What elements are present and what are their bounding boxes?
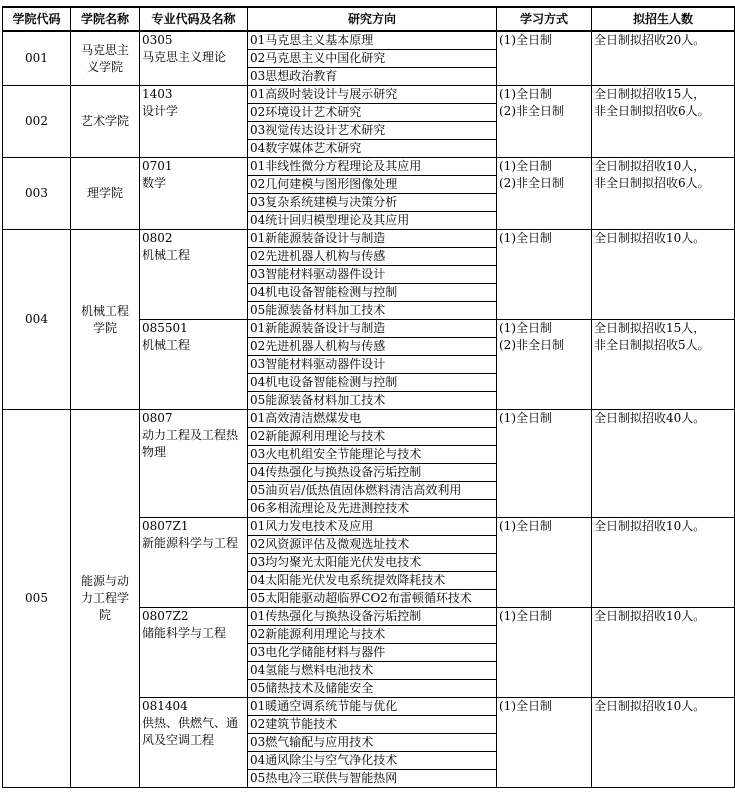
- college-name: [71, 158, 140, 230]
- study-mode: [497, 698, 592, 788]
- research-direction: 05太阳能驱动超临界CO2布雷顿循环技术: [248, 590, 497, 608]
- major-cell: [140, 410, 248, 518]
- study-mode: [497, 320, 592, 410]
- major-name: 风及空调工程: [142, 733, 215, 747]
- header-study-mode: 学习方式: [497, 7, 592, 31]
- college-name-line: 学院: [92, 320, 117, 335]
- quota: [592, 608, 735, 698]
- major-cell: [140, 608, 248, 698]
- table-row: [3, 230, 735, 248]
- header-quota: 拟招生人数: [592, 7, 735, 31]
- major-name: 数学: [142, 176, 167, 190]
- quota-line: 全日制拟招收40人。: [594, 411, 706, 425]
- study-mode-line: (1)全日制: [499, 411, 552, 425]
- major-cell: [140, 698, 248, 788]
- study-mode-line: (2)非全日制: [499, 176, 564, 190]
- research-direction: 04机电设备智能检测与控制: [248, 374, 497, 392]
- college-name: [71, 230, 140, 410]
- research-direction: 05能源装备材料加工技术: [248, 392, 497, 410]
- study-mode-line: (1)全日制: [499, 33, 552, 47]
- header-college-name: 学院名称: [71, 7, 140, 31]
- quota-line: 非全日制拟招收5人。: [594, 338, 710, 352]
- major-name: 设计学: [142, 104, 179, 118]
- research-direction: 03视觉传达设计艺术研究: [248, 122, 497, 140]
- research-direction: 04太阳能光伏发电系统提效降耗技术: [248, 572, 497, 590]
- research-direction: 04传热强化与换热设备污垢控制: [248, 464, 497, 482]
- study-mode: [497, 158, 592, 230]
- research-direction: 02几何建模与图形图像处理: [248, 176, 497, 194]
- research-direction: 02先进机器人机构与传感: [248, 338, 497, 356]
- research-direction: 01暖通空调系统节能与优化: [248, 698, 497, 716]
- major-cell: [140, 31, 248, 86]
- research-direction: 01风力发电技术及应用: [248, 518, 497, 536]
- major-name: 供热、供燃气、通: [142, 716, 239, 730]
- major-cell: [140, 230, 248, 320]
- quota-line: 非全日制拟招收6人。: [594, 104, 710, 118]
- quota: [592, 230, 735, 320]
- major-name: 机械工程: [142, 338, 191, 352]
- admissions-table: [2, 6, 735, 788]
- table-row: [3, 31, 735, 50]
- research-direction: 01新能源装备设计与制造: [248, 230, 497, 248]
- quota-line: 全日制拟招收20人。: [594, 33, 706, 47]
- major-name: 新能源科学与工程: [142, 536, 239, 550]
- college-name: [71, 410, 140, 788]
- major-cell: [140, 320, 248, 410]
- research-direction: 04通风除尘与空气净化技术: [248, 752, 497, 770]
- college-name-line: 机械工程: [80, 303, 129, 318]
- major-name: 马克思主义理论: [142, 50, 227, 64]
- quota-line: 全日制拟招收10人。: [594, 231, 706, 245]
- major-code: 0807Z1: [142, 519, 189, 533]
- research-direction: 05热电冷三联供与智能热网: [248, 770, 497, 788]
- major-cell: [140, 518, 248, 608]
- college-code: 004: [3, 230, 71, 410]
- college-name-line: 理学院: [86, 186, 123, 200]
- quota: [592, 158, 735, 230]
- research-direction: 03均匀聚光太阳能光伏发电技术: [248, 554, 497, 572]
- research-direction: 03火电机组安全节能理论与技术: [248, 446, 497, 464]
- quota-line: 非全日制拟招收6人。: [594, 176, 710, 190]
- major-name: 物理: [142, 445, 167, 459]
- quota-line: 全日制拟招收10人，: [594, 159, 706, 173]
- research-direction: 04数字媒体艺术研究: [248, 140, 497, 158]
- study-mode-line: (1)全日制: [499, 519, 552, 533]
- research-direction: 01新能源装备设计与制造: [248, 320, 497, 338]
- research-direction: 02环境设计艺术研究: [248, 104, 497, 122]
- study-mode-line: (1)全日制: [499, 699, 552, 713]
- study-mode: [497, 86, 592, 158]
- study-mode: [497, 608, 592, 698]
- major-name: 储能科学与工程: [142, 626, 227, 640]
- study-mode-line: (1)全日制: [499, 159, 552, 173]
- quota: [592, 518, 735, 608]
- major-code: 0802: [142, 231, 173, 245]
- research-direction: 03复杂系统建模与决策分析: [248, 194, 497, 212]
- table-row: [3, 86, 735, 104]
- study-mode: [497, 31, 592, 86]
- college-name: [71, 31, 140, 86]
- quota: [592, 410, 735, 518]
- research-direction: 02先进机器人机构与传感: [248, 248, 497, 266]
- header-direction: 研究方向: [248, 7, 497, 31]
- college-name-line: 马克思主: [80, 42, 129, 57]
- research-direction: 02新能源利用理论与技术: [248, 428, 497, 446]
- study-mode: [497, 518, 592, 608]
- research-direction: 04氢能与燃料电池技术: [248, 662, 497, 680]
- college-code: 003: [3, 158, 71, 230]
- quota-line: 全日制拟招收15人，: [594, 321, 706, 335]
- research-direction: 06多相流理论及先进测控技术: [248, 500, 497, 518]
- major-code: 1403: [142, 87, 173, 101]
- research-direction: 05油页岩/低热值固体燃料清洁高效利用: [248, 482, 497, 500]
- research-direction: 01非线性微分方程理论及其应用: [248, 158, 497, 176]
- research-direction: 03思想政治教育: [248, 68, 497, 86]
- quota: [592, 31, 735, 86]
- college-name: [71, 86, 140, 158]
- college-name-line: 能源与动: [80, 574, 129, 588]
- college-code: 001: [3, 31, 71, 86]
- research-direction: 01马克思主义基本原理: [248, 31, 497, 50]
- header-major: 专业代码及名称: [140, 7, 248, 31]
- study-mode-line: (1)全日制: [499, 231, 552, 245]
- college-name-line: 艺术学院: [80, 114, 129, 128]
- research-direction: 02马克思主义中国化研究: [248, 50, 497, 68]
- quota: [592, 698, 735, 788]
- research-direction: 03智能材料驱动器件设计: [248, 266, 497, 284]
- study-mode-line: (2)非全日制: [499, 338, 564, 352]
- research-direction: 05储热技术及储能安全: [248, 680, 497, 698]
- research-direction: 04机电设备智能检测与控制: [248, 284, 497, 302]
- college-name-line: 院: [98, 608, 111, 622]
- study-mode-line: (1)全日制: [499, 321, 552, 335]
- header-college-code: 学院代码: [3, 7, 71, 31]
- research-direction: 02建筑节能技术: [248, 716, 497, 734]
- research-direction: 01高级时装设计与展示研究: [248, 86, 497, 104]
- study-mode: [497, 410, 592, 518]
- college-name-line: 力工程学: [80, 591, 129, 605]
- major-code: 0807Z2: [142, 609, 189, 623]
- college-code: 002: [3, 86, 71, 158]
- major-code: 081404: [142, 699, 188, 713]
- research-direction: 03燃气输配与应用技术: [248, 734, 497, 752]
- table-row: [3, 410, 735, 428]
- major-name: 动力工程及工程热: [142, 428, 239, 442]
- research-direction: 02风资源评估及微观选址技术: [248, 536, 497, 554]
- research-direction: 04统计回归模型理论及其应用: [248, 212, 497, 230]
- major-cell: [140, 158, 248, 230]
- major-code: 085501: [142, 321, 188, 335]
- major-name: 机械工程: [142, 248, 191, 262]
- quota: [592, 320, 735, 410]
- study-mode: [497, 230, 592, 320]
- research-direction: 01传热强化与换热设备污垢控制: [248, 608, 497, 626]
- quota: [592, 86, 735, 158]
- research-direction: 01高效清洁燃煤发电: [248, 410, 497, 428]
- header-row: [3, 7, 735, 31]
- major-cell: [140, 86, 248, 158]
- study-mode-line: (1)全日制: [499, 87, 552, 101]
- research-direction: 03电化学储能材料与器件: [248, 644, 497, 662]
- college-code: 005: [3, 410, 71, 788]
- quota-line: 全日制拟招收10人。: [594, 519, 706, 533]
- major-code: 0305: [142, 33, 173, 47]
- research-direction: 02新能源利用理论与技术: [248, 626, 497, 644]
- quota-line: 全日制拟招收10人。: [594, 609, 706, 623]
- quota-line: 全日制拟招收15人，: [594, 87, 706, 101]
- research-direction: 03智能材料驱动器件设计: [248, 356, 497, 374]
- major-code: 0701: [142, 159, 173, 173]
- table-row: [3, 158, 735, 176]
- quota-line: 全日制拟招收10人。: [594, 699, 706, 713]
- research-direction: 05能源装备材料加工技术: [248, 302, 497, 320]
- study-mode-line: (1)全日制: [499, 609, 552, 623]
- study-mode-line: (2)非全日制: [499, 104, 564, 118]
- college-name-line: 义学院: [86, 59, 123, 74]
- major-code: 0807: [142, 411, 173, 425]
